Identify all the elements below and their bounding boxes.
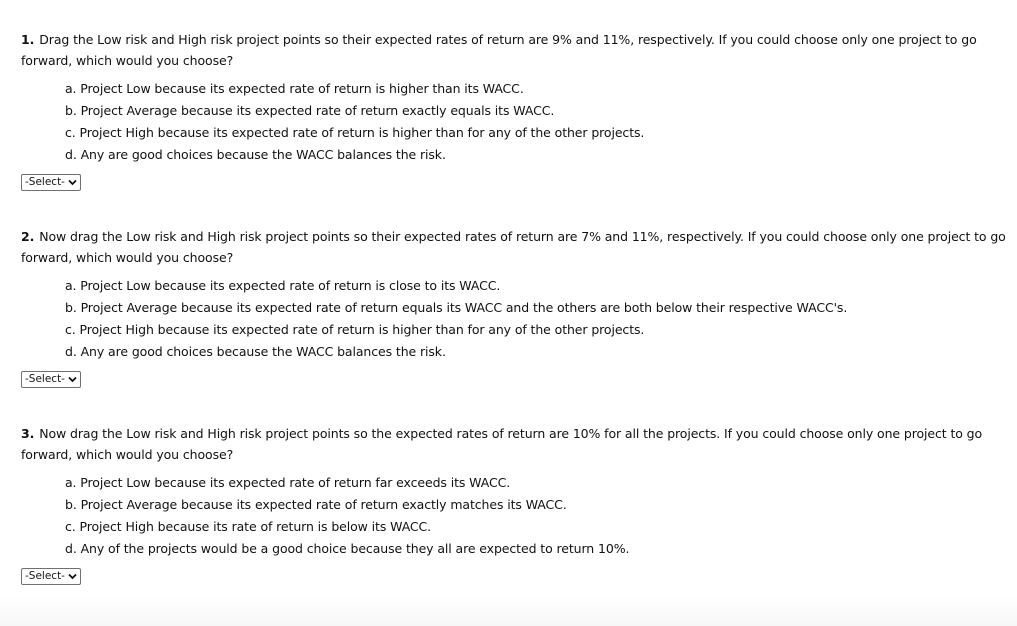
question-2-option-b: b. Project Average because its expected rate of return equals its WACC and the others are both below their respective WACC's. <box>65 300 848 315</box>
question-2 <box>21 226 1006 388</box>
question-1-option-b: b. Project Average because its expected rate of return exactly equals its WACC. <box>65 103 555 118</box>
question-3-option-a: a. Project Low because its expected rate of return far exceeds its WACC. <box>65 475 511 490</box>
question-2-options <box>21 275 1006 363</box>
question-1-options <box>21 78 1006 166</box>
question-1 <box>21 29 1006 191</box>
question-1-prompt <box>21 29 1006 71</box>
question-2-text: Now drag the Low risk and High risk project points so their expected rates of return are 7% and 11%, respectively. If you could choose only one project to go forward, which would you choose? <box>21 229 1006 265</box>
question-2-answer-select[interactable] <box>21 371 81 388</box>
question-1-option-c: c. Project High because its expected rate of return is higher than for any of the other projects. <box>65 125 645 140</box>
chevron-down-icon <box>68 376 77 383</box>
question-1-option-d: d. Any are good choices because the WACC balances the risk. <box>65 147 446 162</box>
question-3-option-d: d. Any of the projects would be a good choice because they all are expected to return 10%. <box>65 541 630 556</box>
question-1-answer-select[interactable] <box>21 174 81 191</box>
question-2-prompt <box>21 226 1006 268</box>
question-3-option-c: c. Project High because its rate of return is below its WACC. <box>65 519 432 534</box>
question-3 <box>21 423 1006 585</box>
question-3-text: Now drag the Low risk and High risk project points so the expected rates of return are 10% for all the projects. If you could choose only one project to go forward, which would you choose? <box>21 426 983 462</box>
question-2-select-value: -Select- <box>25 373 65 385</box>
question-3-option-b: b. Project Average because its expected rate of return exactly matches its WACC. <box>65 497 567 512</box>
chevron-down-icon <box>68 573 77 580</box>
question-3-prompt <box>21 423 1006 465</box>
question-2-option-c: c. Project High because its expected rate of return is higher than for any of the other projects. <box>65 322 645 337</box>
question-1-option-a: a. Project Low because its expected rate of return is higher than its WACC. <box>65 81 524 96</box>
question-3-answer-select[interactable] <box>21 568 81 585</box>
question-1-number: 1. <box>21 32 35 47</box>
question-3-options <box>21 472 1006 560</box>
question-2-number: 2. <box>21 229 35 244</box>
question-1-select-value: -Select- <box>25 176 65 188</box>
question-3-number: 3. <box>21 426 35 441</box>
question-2-option-a: a. Project Low because its expected rate of return is close to its WACC. <box>65 278 501 293</box>
question-1-text: Drag the Low risk and High risk project points so their expected rates of return are 9% and 11%, respectively. If you could choose only one project to go forward, which would you choose? <box>21 32 977 68</box>
question-3-select-value: -Select- <box>25 570 65 582</box>
chevron-down-icon <box>68 179 77 186</box>
question-2-option-d: d. Any are good choices because the WACC balances the risk. <box>65 344 446 359</box>
